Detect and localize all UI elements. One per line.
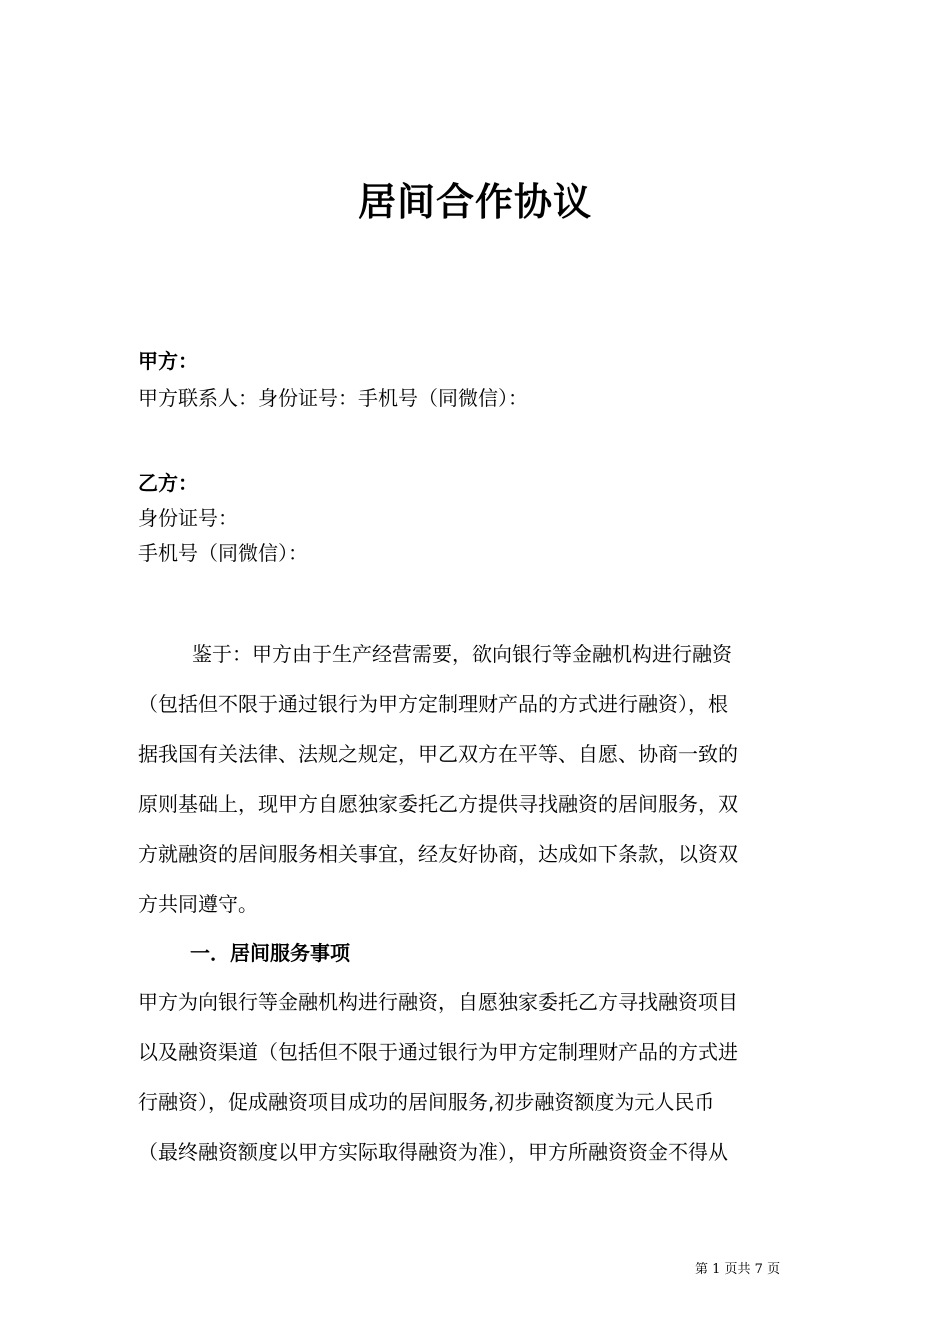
preamble-line: 鉴于：甲方由于生产经营需要，欲向银行等金融机构进行融资 [192,642,732,666]
preamble-line: （包括但不限于通过银行为甲方定制理财产品的方式进行融资），根 [138,692,728,716]
preamble-paragraph [138,629,820,929]
party-a-contact-line: 甲方联系人：身份证号：手机号（同微信）： [138,386,528,410]
party-a-label: 甲方： [138,349,198,373]
document-title: 居间合作协议 [357,180,592,224]
party-b-id-line: 身份证号： [138,506,238,530]
page-number-footer: 第 1 页共 7 页 [695,1262,781,1277]
section-1-heading: 一．居间服务事项 [190,941,350,965]
section-1-line: （最终融资额度以甲方实际取得融资为准），甲方所融资资金不得从 [138,1140,728,1164]
section-1-line: 以及融资渠道（包括但不限于通过银行为甲方定制理财产品的方式进 [138,1040,738,1064]
party-b-phone-line: 手机号（同微信）： [138,541,308,565]
party-b-label: 乙方： [138,471,198,495]
preamble-line: 方就融资的居间服务相关事宜，经友好协商，达成如下条款，以资双 [138,842,738,866]
preamble-line: 原则基础上，现甲方自愿独家委托乙方提供寻找融资的居间服务，双 [138,792,738,816]
preamble-line: 方共同遵守。 [138,892,258,916]
section-1-line: 行融资），促成融资项目成功的居间服务,初步融资额度为元人民币 [138,1090,715,1114]
section-1-line: 甲方为向银行等金融机构进行融资，自愿独家委托乙方寻找融资项目 [138,990,738,1014]
section-1-paragraph [138,977,820,1177]
preamble-line: 据我国有关法律、法规之规定，甲乙双方在平等、自愿、协商一致的 [138,742,738,766]
